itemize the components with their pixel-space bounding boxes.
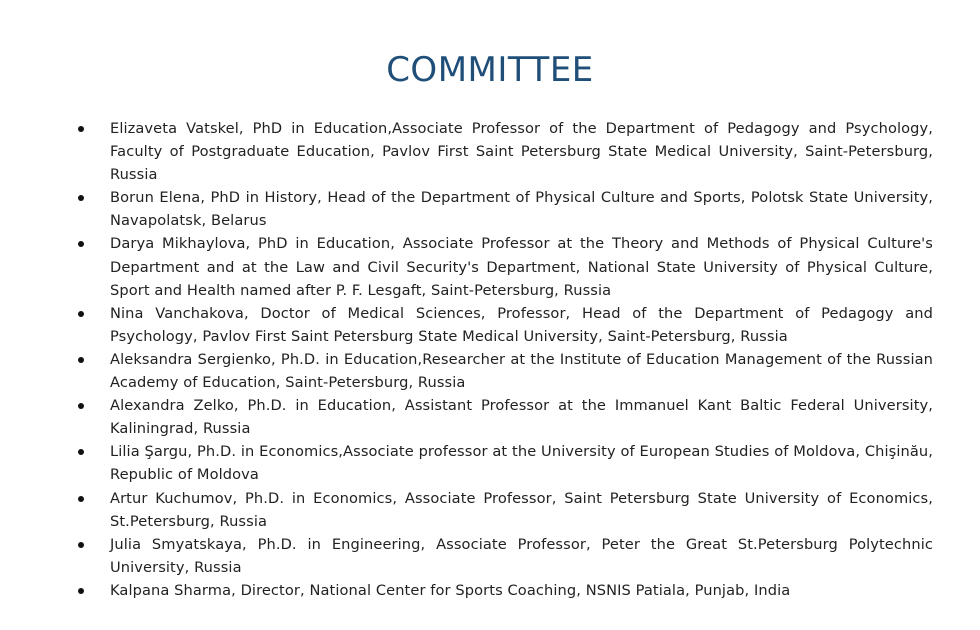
list-item — [0, 186, 980, 232]
bullet-icon — [78, 542, 84, 548]
list-item — [0, 302, 980, 348]
list-item — [0, 579, 980, 602]
member-entry: Artur Kuchumov, Ph.D. in Economics, Associate Professor, Saint Petersburg State University of Economics, St.Petersburg, Russia — [110, 489, 933, 530]
page-title: COMMITTEE — [386, 50, 594, 90]
member-entry: Julia Smyatskaya, Ph.D. in Engineering, Associate Professor, Peter the Great St.Petersburg Polytechnic University, Russia — [110, 535, 933, 576]
list-item — [0, 348, 980, 394]
list-item — [0, 487, 980, 533]
bullet-icon — [78, 126, 84, 132]
bullet-icon — [78, 241, 84, 247]
member-entry: Nina Vanchakova, Doctor of Medical Sciences, Professor, Head of the Department of Pedagogy and Psychology, Pavlov First Saint Petersburg State Medical University, Saint-Petersburg, Russia — [110, 304, 933, 345]
list-item — [0, 533, 980, 579]
list-item — [0, 440, 980, 486]
bullet-icon — [78, 588, 84, 594]
member-entry: Borun Elena, PhD in History, Head of the Department of Physical Culture and Sports, Polotsk State University, Navapolatsk, Belarus — [110, 189, 933, 230]
member-entry: Darya Mikhaylova, PhD in Education, Associate Professor at the Theory and Methods of Physical Culture's Department and at the Law and Civil Security's Department, National State University of Physical Culture, Sport and Health named after P. F. Lesgaft, Saint-Petersburg, Russia — [110, 235, 933, 299]
member-entry: Kalpana Sharma, Director, National Center for Sports Coaching, NSNIS Patiala, Punjab, India — [110, 581, 791, 599]
bullet-icon — [78, 449, 84, 455]
bullet-icon — [78, 311, 84, 317]
member-entry: Alexandra Zelko, Ph.D. in Education, Assistant Professor at the Immanuel Kant Baltic Federal University, Kaliningrad, Russia — [110, 397, 933, 438]
bullet-icon — [78, 195, 84, 201]
bullet-icon — [78, 403, 84, 409]
member-entry: Aleksandra Sergienko, Ph.D. in Education,Researcher at the Institute of Education Management of the Russian Academy of Education, Saint-Petersburg, Russia — [110, 350, 933, 392]
bullet-icon — [78, 357, 84, 363]
list-item — [0, 117, 980, 186]
member-entry: Lilia Şargu, Ph.D. in Economics,Associate professor at the University of European Studies of Moldova, Chişinău, Republic of Moldova — [110, 443, 933, 484]
list-item — [0, 232, 980, 301]
bullet-icon — [78, 496, 84, 502]
member-entry: Elizaveta Vatskel, PhD in Education,Associate Professor of the Department of Pedagogy and Psychology, Faculty of Postgraduate Education, Pavlov First Saint Petersburg State Medical University, Saint-Petersburg, Russia — [110, 120, 933, 184]
list-item — [0, 394, 980, 440]
committee-list — [0, 117, 980, 602]
